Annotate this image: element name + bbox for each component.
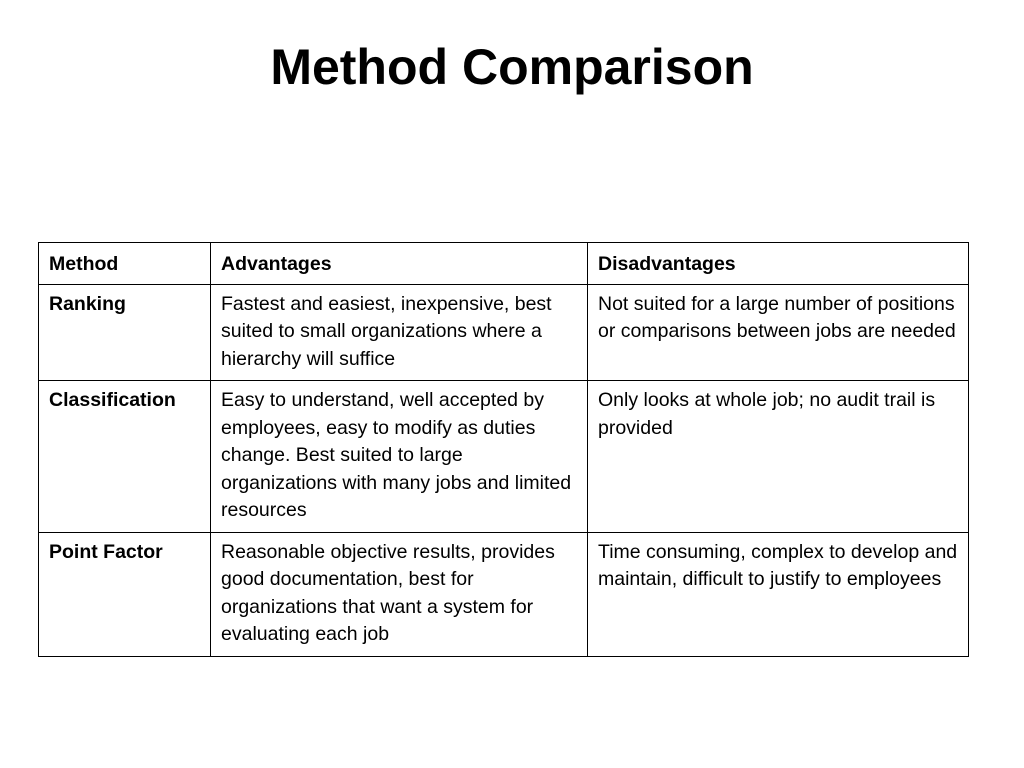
- column-header-disadvantages: Disadvantages: [588, 243, 969, 285]
- advantages-cell: Fastest and easiest, inexpensive, best suited to small organizations where a hierarchy will suffice: [211, 284, 588, 381]
- method-cell: Classification: [39, 381, 211, 533]
- advantages-cell: Easy to understand, well accepted by employees, easy to modify as duties change. Best suited to large organizations with many jobs and limited resources: [211, 381, 588, 533]
- disadvantages-cell: Only looks at whole job; no audit trail is provided: [588, 381, 969, 533]
- column-header-advantages: Advantages: [211, 243, 588, 285]
- advantages-cell: Reasonable objective results, provides good documentation, best for organizations that want a system for evaluating each job: [211, 532, 588, 656]
- table-row: [39, 284, 969, 381]
- disadvantages-cell: Not suited for a large number of positions or comparisons between jobs are needed: [588, 284, 969, 381]
- disadvantages-cell: Time consuming, complex to develop and maintain, difficult to justify to employees: [588, 532, 969, 656]
- table-header-row: [39, 243, 969, 285]
- method-comparison-table: [38, 242, 969, 657]
- table-row: [39, 381, 969, 533]
- column-header-method: Method: [39, 243, 211, 285]
- method-cell: Point Factor: [39, 532, 211, 656]
- table-row: [39, 532, 969, 656]
- method-cell: Ranking: [39, 284, 211, 381]
- slide-title: Method Comparison: [270, 39, 754, 95]
